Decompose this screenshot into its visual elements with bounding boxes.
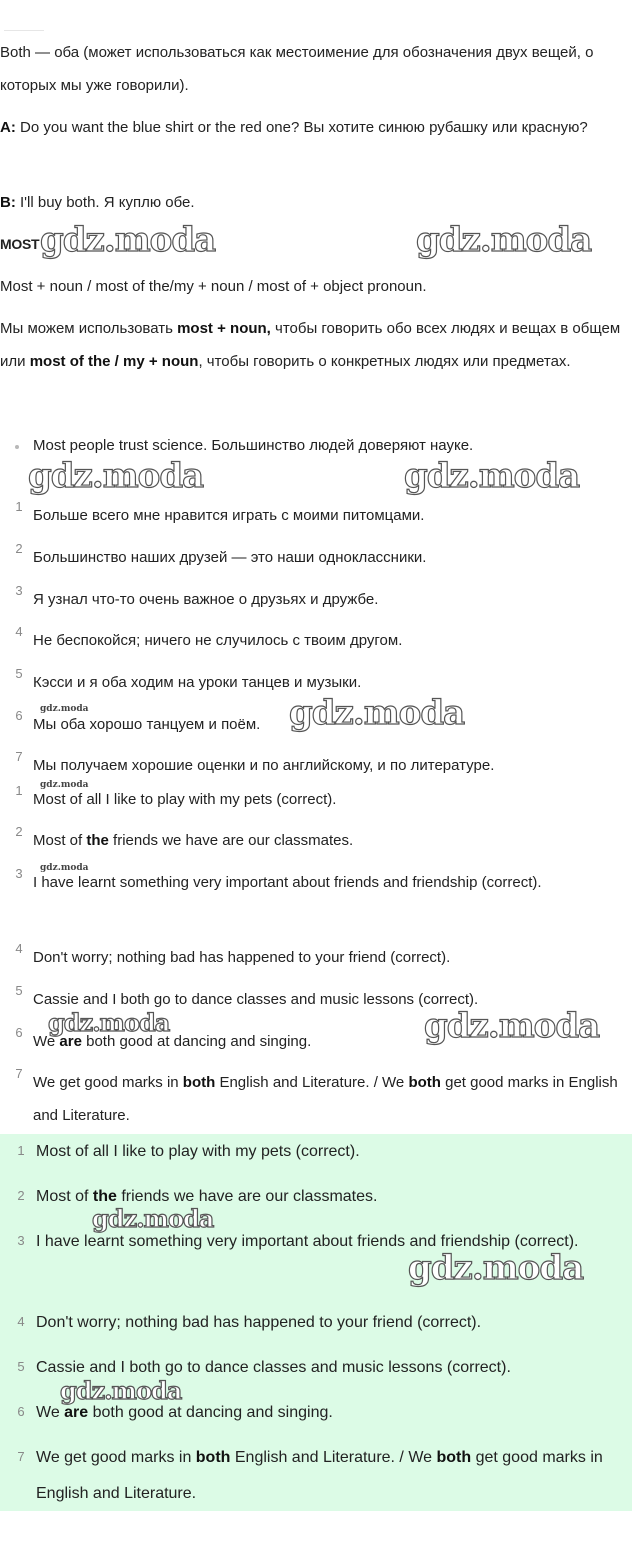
most-formula: Most + noun / most of the/my + noun / most of + object pronoun.: [0, 278, 427, 295]
watermark: gdz.moda: [48, 1008, 170, 1037]
most-heading: MOST: [0, 236, 40, 252]
most-explanation: Мы можем использовать most + noun, чтобы говорить обо всех людях и вещах в общем или most of the / my + noun, чтобы говорить о конкретных людях или предметах.: [0, 320, 621, 370]
example-b: [0, 186, 625, 219]
watermark: gdz.moda: [60, 1376, 182, 1405]
watermark: gdz.moda: [92, 1204, 214, 1233]
top-divider: [4, 30, 44, 31]
bullet-dot: [15, 445, 19, 449]
watermark: gdz.moda: [424, 1006, 600, 1046]
watermark: gdz.moda: [416, 220, 592, 260]
example-b-text: I'll buy both. Я куплю обе.: [20, 194, 195, 211]
example-a-label: A:: [0, 119, 16, 136]
watermark: gdz.moda: [28, 456, 204, 496]
example-b-label: B:: [0, 194, 16, 211]
both-definition: Both — оба (может использоваться как местоимение для обозначения двух вещей, о которых мы уже говорили).: [0, 44, 594, 94]
watermark: gdz.moda: [289, 693, 465, 733]
example-a: [0, 111, 625, 144]
watermark: gdz.moda: [408, 1248, 584, 1288]
watermark: gdz.moda: [40, 704, 89, 714]
watermark: gdz.moda: [40, 780, 89, 790]
watermark: gdz.moda: [40, 220, 216, 260]
watermark: gdz.moda: [40, 863, 89, 873]
bullet-text: Most people trust science. Большинство людей доверяют науке.: [33, 437, 474, 454]
watermark: gdz.moda: [404, 456, 580, 496]
example-a-text: Do you want the blue shirt or the red one? Вы хотите синюю рубашку или красную?: [20, 119, 588, 136]
